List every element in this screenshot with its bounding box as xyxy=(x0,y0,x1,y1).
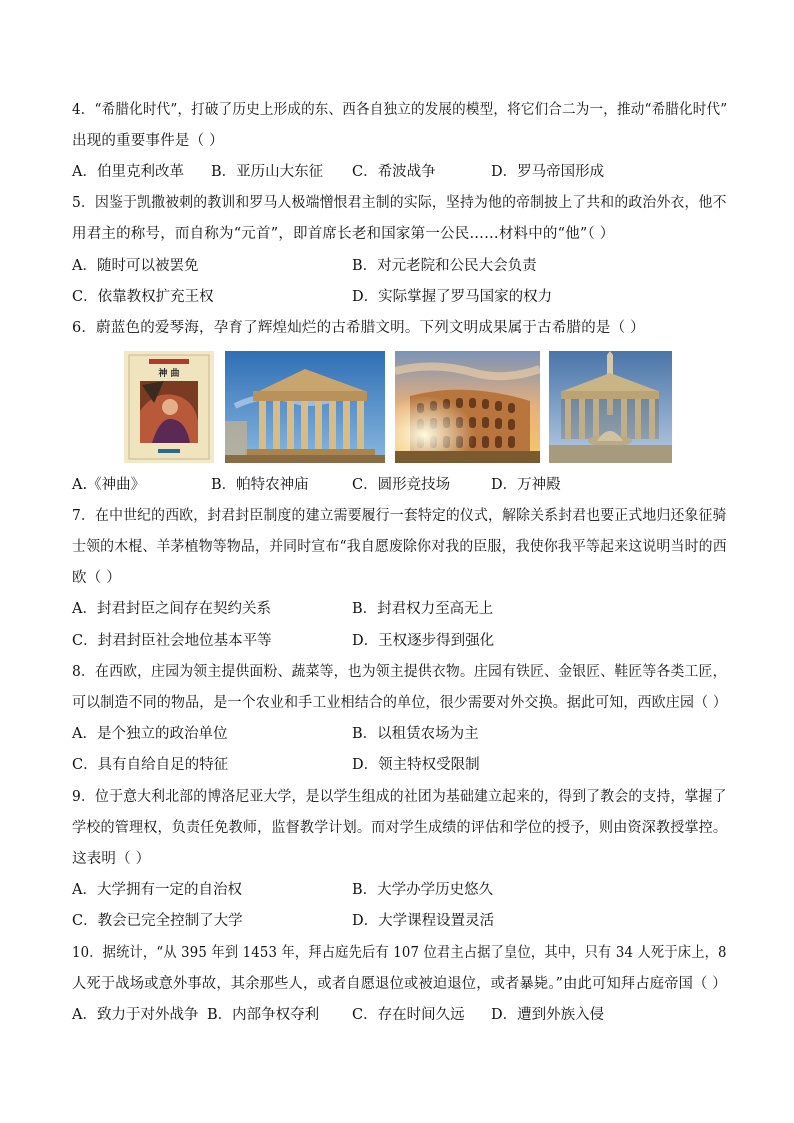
divine-comedy-book-image xyxy=(124,351,214,463)
q6-option-b: B．帕特农神庙 xyxy=(211,477,309,493)
parthenon-image xyxy=(225,351,385,463)
q7-option-a: A．封君封臣之间存在契约关系 xyxy=(72,601,271,617)
q6-option-c: C．圆形竞技场 xyxy=(352,477,451,493)
q10-option-d: D．遭到外族入侵 xyxy=(491,1007,605,1023)
q7-stem-line-2: 士领的木棍、羊茅植物等物品，并同时宣布“我自愿废除你对我的臣服，我使你我平等起来这说明当时的西 xyxy=(72,539,727,555)
q10-stem-line-1: 10．据统计，“从 395 年到 1453 年，拜占庭先后有 107 位君主占据了皇位，其中，只有 34 人死于床上，8 xyxy=(72,945,727,961)
pantheon-image xyxy=(549,351,672,463)
q9-option-a: A．大学拥有一定的自治权 xyxy=(72,882,242,898)
q6-stem-line-1: 6．蔚蓝色的爱琴海，孕育了辉煌灿烂的古希腊文明。下列文明成果属于古希腊的是（ ） xyxy=(72,320,645,336)
q5-option-c: C．依靠教权扩充王权 xyxy=(72,289,214,305)
q8-stem-line-2: 可以制造不同的物品，是一个农业和手工业相结合的单位，很少需要对外交换。据此可知，西欧庄园（ ） xyxy=(72,695,728,711)
q4-option-b: B．亚历山大东征 xyxy=(211,164,324,180)
q5-option-d: D．实际掌握了罗马国家的权力 xyxy=(352,289,553,305)
q6-option-a: A.《神曲》 xyxy=(72,477,146,493)
q5-option-a: A．随时可以被罢免 xyxy=(72,258,199,274)
q10-stem-line-2: 人死于战场或意外事故，其余那些人，或者自愿退位或被迫退位，或者暴毙。”由此可知拜占庭帝国（ ） xyxy=(72,976,727,992)
q4-stem-line-2: 出现的重要事件是（ ） xyxy=(72,133,224,149)
colosseum-image xyxy=(395,351,540,463)
q5-stem-line-1: 5．因鉴于凯撒被刺的教训和罗马人极端憎恨君主制的实际，坚持为他的帝制披上了共和的政治外衣，他不 xyxy=(72,195,727,211)
q8-option-d: D．领主特权受限制 xyxy=(352,757,480,773)
book-title-text: 神 曲 xyxy=(158,369,180,379)
q4-option-d: D．罗马帝国形成 xyxy=(491,164,605,180)
q4-option-a: A．伯里克利改革 xyxy=(72,164,184,180)
q10-option-c: C．存在时间久远 xyxy=(352,1007,465,1023)
q8-option-b: B．以租赁农场为主 xyxy=(352,726,479,742)
q7-option-b: B．封君权力至高无上 xyxy=(352,601,494,617)
q6-option-d: D．万神殿 xyxy=(491,477,561,493)
q10-option-b: B．内部争权夺利 xyxy=(207,1007,320,1023)
q5-option-b: B．对元老院和公民大会负责 xyxy=(352,258,537,274)
q7-option-d: D．王权逐步得到强化 xyxy=(352,633,495,649)
q5-stem-line-2: 用君主的称号，而自称为“元首”，即首席长老和国家第一公民……材料中的“他”（ ） xyxy=(72,226,615,242)
q7-option-c: C．封君封臣社会地位基本平等 xyxy=(72,633,272,649)
q9-stem-line-1: 9．位于意大利北部的博洛尼亚大学，是以学生组成的社团为基础建立起来的，得到了教会的支持，掌握了 xyxy=(72,789,727,805)
q9-stem-line-2: 学校的管理权，负责任免教师，监督教学计划。而对学生成绩的评估和学位的授予，则由资深教授掌控。 xyxy=(72,820,728,836)
q4-stem-line-1: 4．“希腊化时代”，打破了历史上形成的东、西各自独立的发展的模型，将它们合二为一，推动“希腊化时代” xyxy=(72,102,728,118)
q8-option-a: A．是个独立的政治单位 xyxy=(72,726,228,742)
q8-option-c: C．具有自给自足的特征 xyxy=(72,757,229,773)
q9-stem-line-3: 这表明（ ） xyxy=(72,851,151,867)
q10-option-a: A．致力于对外战争 xyxy=(72,1007,199,1023)
q7-stem-line-1: 7．在中世纪的西欧，封君封臣制度的建立需要履行一套特定的仪式，解除关系封君也要正式地归还象征骑 xyxy=(72,508,727,524)
q8-stem-line-1: 8．在西欧，庄园为领主提供面粉、蔬菜等，也为领主提供衣物。庄园有铁匠、金银匠、鞋匠等各类工匠， xyxy=(72,664,727,680)
q9-option-b: B．大学办学历史悠久 xyxy=(352,882,494,898)
q9-option-c: C．教会已完全控制了大学 xyxy=(72,913,243,929)
q4-option-c: C．希波战争 xyxy=(352,164,436,180)
q9-option-d: D．大学课程设置灵活 xyxy=(352,913,495,929)
q7-stem-line-3: 欧（ ） xyxy=(72,570,121,586)
